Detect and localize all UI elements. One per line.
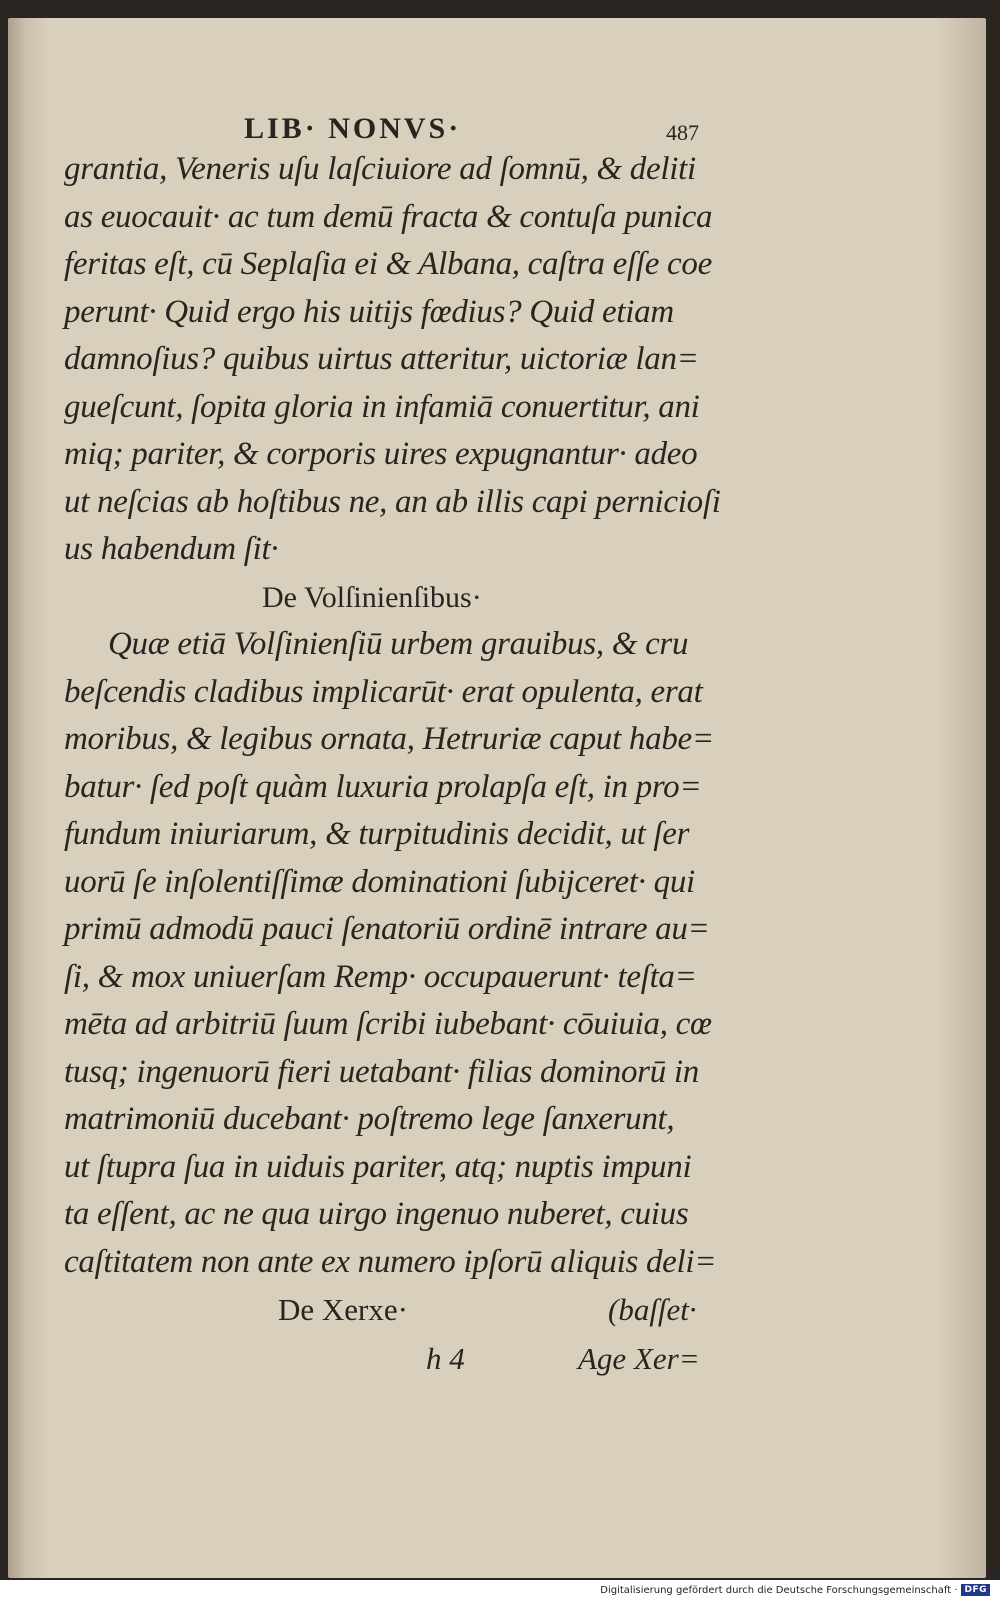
footer-heading-row [64, 1286, 724, 1334]
text-line: tusq; ingenuorū fieri uetabant· filias dominorū in [64, 1053, 699, 1090]
next-section-heading: De Xerxe· [278, 1292, 408, 1327]
text-line: batur· ſed poſt quàm luxuria prolapſa eſt, in pro= [64, 768, 702, 805]
digitization-attribution [600, 1584, 990, 1596]
text-line: ta eſſent, ac ne qua uirgo ingenuo nuberet, cuius [64, 1196, 689, 1232]
text-line: Quæ etiā Volſinienſiū urbem grauibus, & cru [108, 626, 689, 662]
text-line: beſcendis cladibus implicarūt· erat opulenta, erat [64, 673, 703, 710]
dfg-logo: DFG [961, 1584, 990, 1596]
text-line: uorū ſe inſolentiſſimæ dominationi ſubijceret· qui [64, 863, 695, 900]
running-title: LIB· NONVS· [244, 112, 462, 145]
running-head [64, 90, 724, 145]
signature-mark: h 4 [426, 1341, 465, 1376]
text-line: ut neſcias ab hoſtibus ne, an ab illis capi pernicioſi [64, 483, 721, 520]
text-line: mēta ad arbitriū ſuum ſcribi iubebant· cōuiuia, cœ [64, 1006, 712, 1042]
text-line: fundum iniuriarum, & turpitudinis decidit, ut ſer [64, 816, 690, 852]
text-line: as euocauit· ac tum demū fracta & contuſa punica [64, 198, 713, 235]
text-line: ut ſtupra ſua in uiduis pariter, atq; nuptis impuni [64, 1148, 692, 1185]
text-line: grantia, Veneris uſu laſciuiore ad ſomnū, & deliti [64, 151, 696, 187]
text-line: primū admodū pauci ſenatoriū ordinē intrare au= [64, 911, 710, 947]
text-line: miq; pariter, & corporis uires expugnantur· adeo [64, 436, 698, 472]
text-line: perunt· Quid ergo his uitijs fœdius? Quid etiam [64, 293, 674, 330]
text-line: us habendum ſit· [64, 531, 279, 567]
page-content [64, 90, 724, 1384]
line-continuation: (baſſet· [608, 1292, 697, 1327]
catchword: Age Xer= [578, 1341, 700, 1376]
section-heading: De Volſinienſibus· [262, 580, 482, 614]
text-line: gueſcunt, ſopita gloria in infamiā conuertitur, ani [64, 388, 700, 425]
text-line: damnoſius? quibus uirtus atteritur, uictoriæ lan= [64, 341, 699, 377]
text-line: caſtitatem non ante ex numero ipſorū aliquis deli= [64, 1243, 717, 1280]
page-number: 487 [666, 120, 699, 145]
text-line: feritas eſt, cū Seplaſia ei & Albana, caſtra eſſe coe [64, 246, 712, 282]
main-text [64, 146, 724, 1286]
text-line: matrimoniū ducebant· poſtremo lege ſanxerunt, [64, 1101, 675, 1137]
text-line: moribus, & legibus ornata, Hetruriæ caput habe= [64, 721, 714, 757]
attribution-text: Digitalisierung gefördert durch die Deutsche Forschungsgemeinschaft · [600, 1584, 958, 1596]
signature-row [64, 1334, 724, 1384]
text-line: ſi, & mox uniuerſam Remp· occupauerunt· teſta= [64, 958, 697, 995]
book-page [8, 18, 986, 1578]
